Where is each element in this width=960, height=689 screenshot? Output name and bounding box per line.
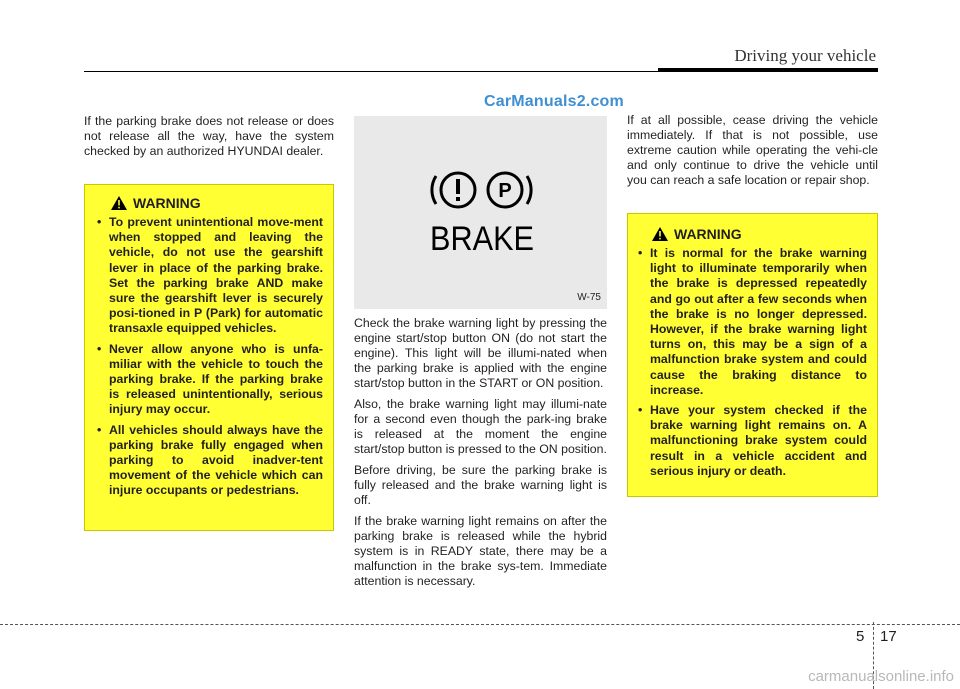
right-warning-box	[627, 213, 878, 497]
right-intro	[627, 113, 878, 194]
middle-text	[354, 316, 607, 595]
header-rule	[84, 71, 658, 72]
right-warning-title: WARNING	[674, 226, 742, 242]
right-intro-text: If at all possible, cease driving the vehicle immediately. If that is not possible, use extreme caution while operating the vehi-cle and only continue to drive the vehicle until you can reach a safe location or repair shop.	[627, 113, 878, 187]
section-title: Driving your vehicle	[734, 46, 876, 65]
paragraph: If the brake warning light remains on after the parking brake is released while the hybrid system is in READY state, there may be a malfunction in the brake sys-tem. Immediate attention is necessary.	[354, 514, 607, 588]
warning-triangle-icon	[652, 227, 668, 241]
left-warning-header	[111, 195, 323, 211]
brake-warning-light-icon	[426, 166, 538, 256]
paragraph: Check the brake warning light by pressing the engine start/stop button ON (do not start the engine). This light will be illumi-nated when the parking brake is applied with the engine start/stop button in the START or ON position.	[354, 316, 607, 390]
figure-label: W-75	[577, 292, 601, 303]
left-warning-list	[97, 215, 323, 499]
warning-item: • It is normal for the brake warning light to illuminate temporarily when the brake is depressed repeatedly and go out after a few seconds when the brake is no longer depressed. However, if the brake warning light turns on, this may be a sign of a malfunction brake system and could cause the braking distance to increase.	[638, 246, 867, 398]
watermark-top: CarManuals2.com	[484, 93, 624, 110]
paragraph: Before driving, be sure the parking brake is fully released and the brake warning light is off.	[354, 463, 607, 507]
right-warning-header	[652, 226, 867, 242]
warning-item: • Have your system checked if the brake warning light remains on. A malfunctioning brake system could result in a vehicle accident and serious injury or death.	[638, 403, 867, 479]
warning-item: • To prevent unintentional move-ment when stopped and leaving the vehicle, do not use the gearshift lever in place of the parking brake. Set the parking brake AND make sure the gearshift lever is securely posi-tioned in P (Park) for automatic transaxle equipped vehicles.	[97, 215, 323, 337]
watermark-bottom: carmanualsonline.info	[808, 668, 954, 685]
left-warning-title: WARNING	[133, 195, 201, 211]
footer-rule	[0, 624, 960, 625]
left-intro-text: If the parking brake does not release or does not release all the way, have the system checked by an authorized HYUNDAI dealer.	[84, 114, 334, 158]
brake-warning-figure	[354, 116, 607, 309]
warning-item: • Never allow anyone who is unfa-miliar with the vehicle to touch the parking brake. If the parking brake is released unintentionally, serious injury may occur.	[97, 342, 323, 418]
svg-text:BRAKE: BRAKE	[430, 220, 534, 256]
right-warning-list	[638, 246, 867, 479]
page-number: 17	[880, 628, 897, 645]
warning-item: • All vehicles should always have the parking brake fully engaged when parking to avoid inadver-tent movement of the vehicle which can injure occupants or pedestrians.	[97, 423, 323, 499]
left-intro	[84, 114, 334, 165]
header-rule-accent	[658, 68, 878, 72]
section-number: 5	[856, 628, 865, 645]
left-warning-box	[84, 184, 334, 531]
warning-triangle-icon	[111, 196, 127, 210]
paragraph: Also, the brake warning light may illumi-nate for a second even though the park-ing brake is released at the moment the engine start/stop button is pressed to the ON position.	[354, 397, 607, 456]
svg-text:P: P	[498, 180, 512, 202]
